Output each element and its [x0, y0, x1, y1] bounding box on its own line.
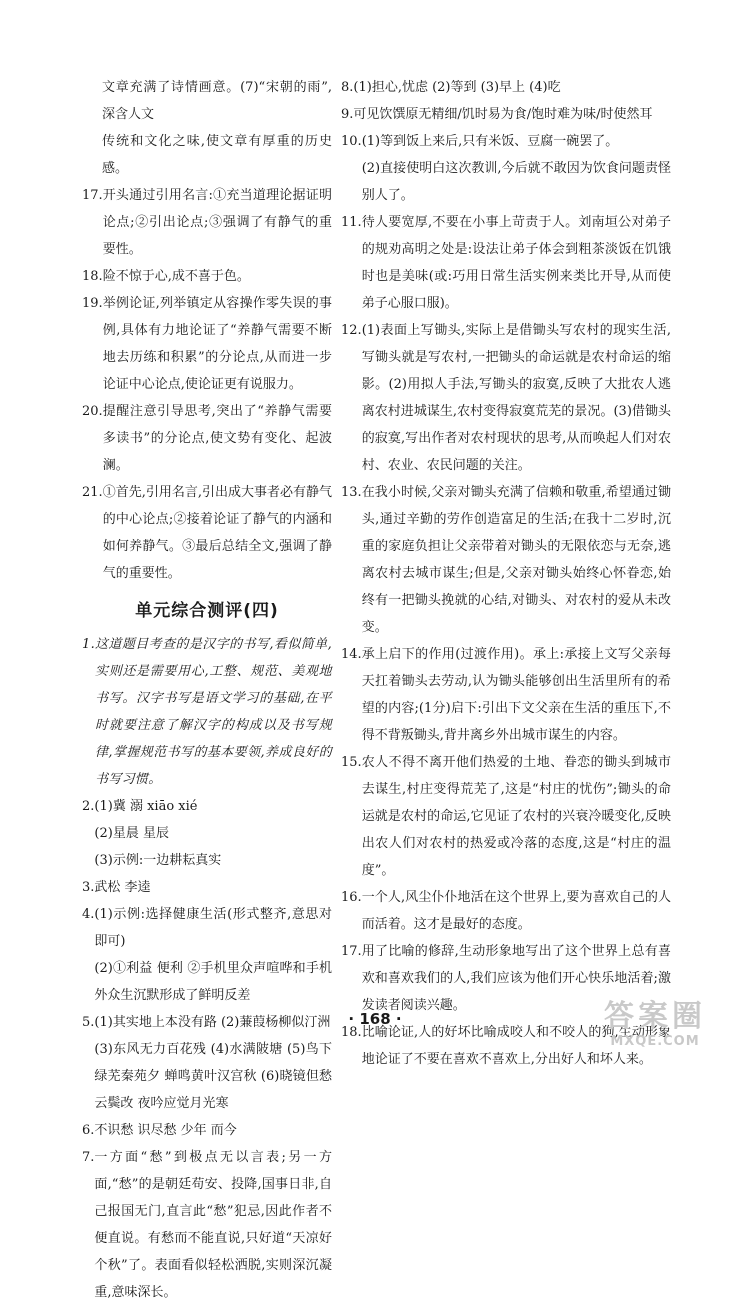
- answer-text: 一个人,风尘仆仆地活在这个世界上,要为喜欢自己的人而活着。这才是最好的态度。: [361, 890, 671, 932]
- watermark-logo: [580, 1000, 730, 1056]
- answer-16: [341, 884, 671, 938]
- answer-number: 13.: [341, 485, 362, 500]
- answer-text: 待人要宽厚,不要在小事上苛责于人。刘南垣公对弟子的规劝高明之处是:设法让弟子体会到粗茶淡饭在饥饿时也是美味(或:巧用日常生活实例来类比开导,从而使弟子心服口服)。: [361, 215, 671, 311]
- answer-3: [82, 874, 332, 901]
- watermark-text: 答案圈: [604, 999, 706, 1034]
- answer-text: 比喻论证,人的好坏比喻成咬人和不咬人的狗,生动形象地论证了不要在喜欢不喜欢上,分出好人和坏人来。: [361, 1025, 671, 1067]
- answer-2: [82, 793, 332, 874]
- answer-text: 承上启下的作用(过渡作用)。承上:承接上文写父亲每天扛着锄头去劳动,认为锄头能够创出生活里所有的希望的内容;(1分)启下:引出下文父亲在生活的重压下,不得不背叛锄头,背井离乡外出城市谋生的内容。: [361, 647, 671, 743]
- answer-text: (1)冀 溺 xiāo xié: [94, 799, 198, 814]
- page-number: · 168 ·: [348, 1010, 402, 1028]
- answer-text: 在我小时候,父亲对锄头充满了信赖和敬重,希望通过锄头,通过辛勤的劳作创造富足的生活;在我十二岁时,沉重的家庭负担让父亲带着对锄头的无限依恋与无奈,逃离农村去城市谋生;但是,父亲对锄头始终心怀眷恋,始终有一把锄头挽就的心结,对锄头、对农村的爱从未改变。: [361, 485, 671, 635]
- answer-text: (2)直接使明白这次教训,今后就不敢因为饮食问题责怪别人了。: [361, 161, 671, 203]
- answer-number: 17.: [341, 944, 362, 959]
- answer-number: 9.: [341, 107, 354, 122]
- answer-number: 5.: [82, 1015, 95, 1030]
- answer-number: 17.: [82, 188, 103, 203]
- answer-text: (3)示例:一边耕耘真实: [94, 853, 222, 868]
- answer-text: (1)其实地上本没有路 (2)蒹葭杨柳似汀洲: [94, 1015, 331, 1030]
- answer-text: 武松 李逵: [94, 880, 151, 895]
- watermark-url: MXQE.COM: [610, 1034, 700, 1049]
- answer-text: (2)①利益 便利 ②手机里众声喧哗和手机外众生沉默形成了鲜明反差: [94, 961, 332, 1003]
- answer-number: 2.: [82, 799, 95, 814]
- answer-text: 提醒注意引导思考,突出了“养静气需要多读书”的分论点,使文势有变化、起波澜。: [102, 404, 332, 473]
- answer-number: 19.: [82, 296, 103, 311]
- answer-number: 14.: [341, 647, 362, 662]
- answer-text: (1)等到饭上来后,只有米饭、豆腐一碗罢了。: [361, 134, 619, 149]
- answer-text: 用了比喻的修辞,生动形象地写出了这个世界上总有喜欢和喜欢我们的人,我们应该为他们开心快乐地活着;激发读者阅读兴趣。: [361, 944, 671, 1013]
- answer-number: 1.: [82, 637, 96, 652]
- answer-12: [341, 317, 671, 479]
- answer-text: 举例论证,列举镇定从容操作零失误的事例,具体有力地论证了“养静气需要不断地去历练和积累”的分论点,从而进一步论证中心论点,使论证更有说服力。: [102, 296, 332, 392]
- answer-number: 3.: [82, 880, 95, 895]
- answer-text: (2)星晨 星辰: [94, 826, 169, 841]
- answer-20: [82, 398, 332, 479]
- answer-19: [82, 290, 332, 398]
- answer-17: [82, 182, 332, 263]
- answer-text: (1)示例:选择健康生活(形式整齐,意思对即可): [94, 907, 332, 949]
- answer-number: 18.: [341, 1025, 362, 1040]
- answer-6: [82, 1117, 332, 1144]
- answer-number: 6.: [82, 1123, 95, 1138]
- answer-number: 21.: [82, 485, 103, 500]
- answer-11: [341, 209, 671, 317]
- left-column: [82, 74, 332, 1306]
- answer-text: 农人不得不离开他们热爱的土地、眷恋的锄头到城市去谋生,村庄变得荒芜了,这是“村庄的忧伤”;锄头的命运就是农村的命运,它见证了农村的兴衰冷暖变化,反映出农人们对农村的热爱或冷落的态度,这是“村庄的温度”。: [361, 755, 671, 878]
- answer-number: 16.: [341, 890, 362, 905]
- right-column: [341, 74, 671, 1073]
- answer-number: 8.: [341, 80, 354, 95]
- answer-text: 可见饮馔原无精细/饥时易为食/饱时难为味/时使然耳: [353, 107, 653, 122]
- answer-number: 12.: [341, 323, 362, 338]
- answer-number: 15.: [341, 755, 362, 770]
- answer-text: (3)东风无力百花残 (4)水满陂塘 (5)鸟下绿芜秦苑夕 蝉鸣黄叶汉宫秋 (6)晓镜但愁云鬓改 夜吟应觉月光寒: [94, 1042, 332, 1111]
- answer-text: (1)担心,忧虑 (2)等到 (3)早上 (4)吃: [353, 80, 561, 95]
- answer-number: 11.: [341, 215, 362, 230]
- answer-8: [341, 74, 671, 101]
- answer-text: ①首先,引用名言,引出成大事者必有静气的中心论点;②接着论证了静气的内涵和如何养静气。③最后总结全文,强调了静气的重要性。: [102, 485, 332, 581]
- answer-4: [82, 901, 332, 1009]
- answer-number: 18.: [82, 269, 103, 284]
- answer-1: [82, 631, 332, 793]
- answer-text: 险不惊于心,成不喜于色。: [102, 269, 250, 284]
- answer-9: [341, 101, 671, 128]
- answer-text: 开头通过引用名言:①充当道理论据证明论点;②引出论点;③强调了有静气的重要性。: [102, 188, 332, 257]
- section-heading: 单元综合测评(四): [135, 601, 279, 621]
- answer-15: [341, 749, 671, 884]
- answer-13: [341, 479, 671, 641]
- answer-7-continuation: 文章充满了诗情画意。(7)“宋朝的雨”,深含人文 传统和文化之味,使文章有厚重的历史感。: [102, 80, 332, 176]
- answer-7: [82, 1144, 332, 1306]
- answer-text: 这道题目考查的是汉字的书写,看似简单,实则还是需要用心,工整、规范、美观地书写。汉字书写是语文学习的基础,在平时就要注意了解汉字的构成以及书写规律,掌握规范书写的基本要领,养成良好的书写习惯。: [95, 637, 332, 787]
- answer-18: [82, 263, 332, 290]
- answer-number: 20.: [82, 404, 103, 419]
- answer-text: (1)表面上写锄头,实际上是借锄头写农村的现实生活,写锄头就是写农村,一把锄头的命运就是农村命运的缩影。(2)用拟人手法,写锄头的寂寞,反映了大批农人逃离农村进城谋生,农村变得寂寞荒芜的景况。(3)借锄头的寂寞,写出作者对农村现状的思考,从而唤起人们对农村、农业、农民问题的关注。: [361, 323, 671, 473]
- answer-number: 10.: [341, 134, 362, 149]
- answer-10: [341, 128, 671, 209]
- answer-14: [341, 641, 671, 749]
- answer-21: [82, 479, 332, 587]
- answer-number: 7.: [82, 1150, 95, 1165]
- answer-text: 不识愁 识尽愁 少年 而今: [94, 1123, 237, 1138]
- answer-number: 4.: [82, 907, 95, 922]
- answer-text: 一方面“愁”到极点无以言表;另一方面,“愁”的是朝廷苟安、投降,国事日非,自己报国无门,直言此“愁”犯忌,因此作者不便直说。有愁而不能直说,只好道“天凉好个秋”了。表面看似轻松洒脱,实则深沉凝重,意味深长。: [94, 1150, 332, 1300]
